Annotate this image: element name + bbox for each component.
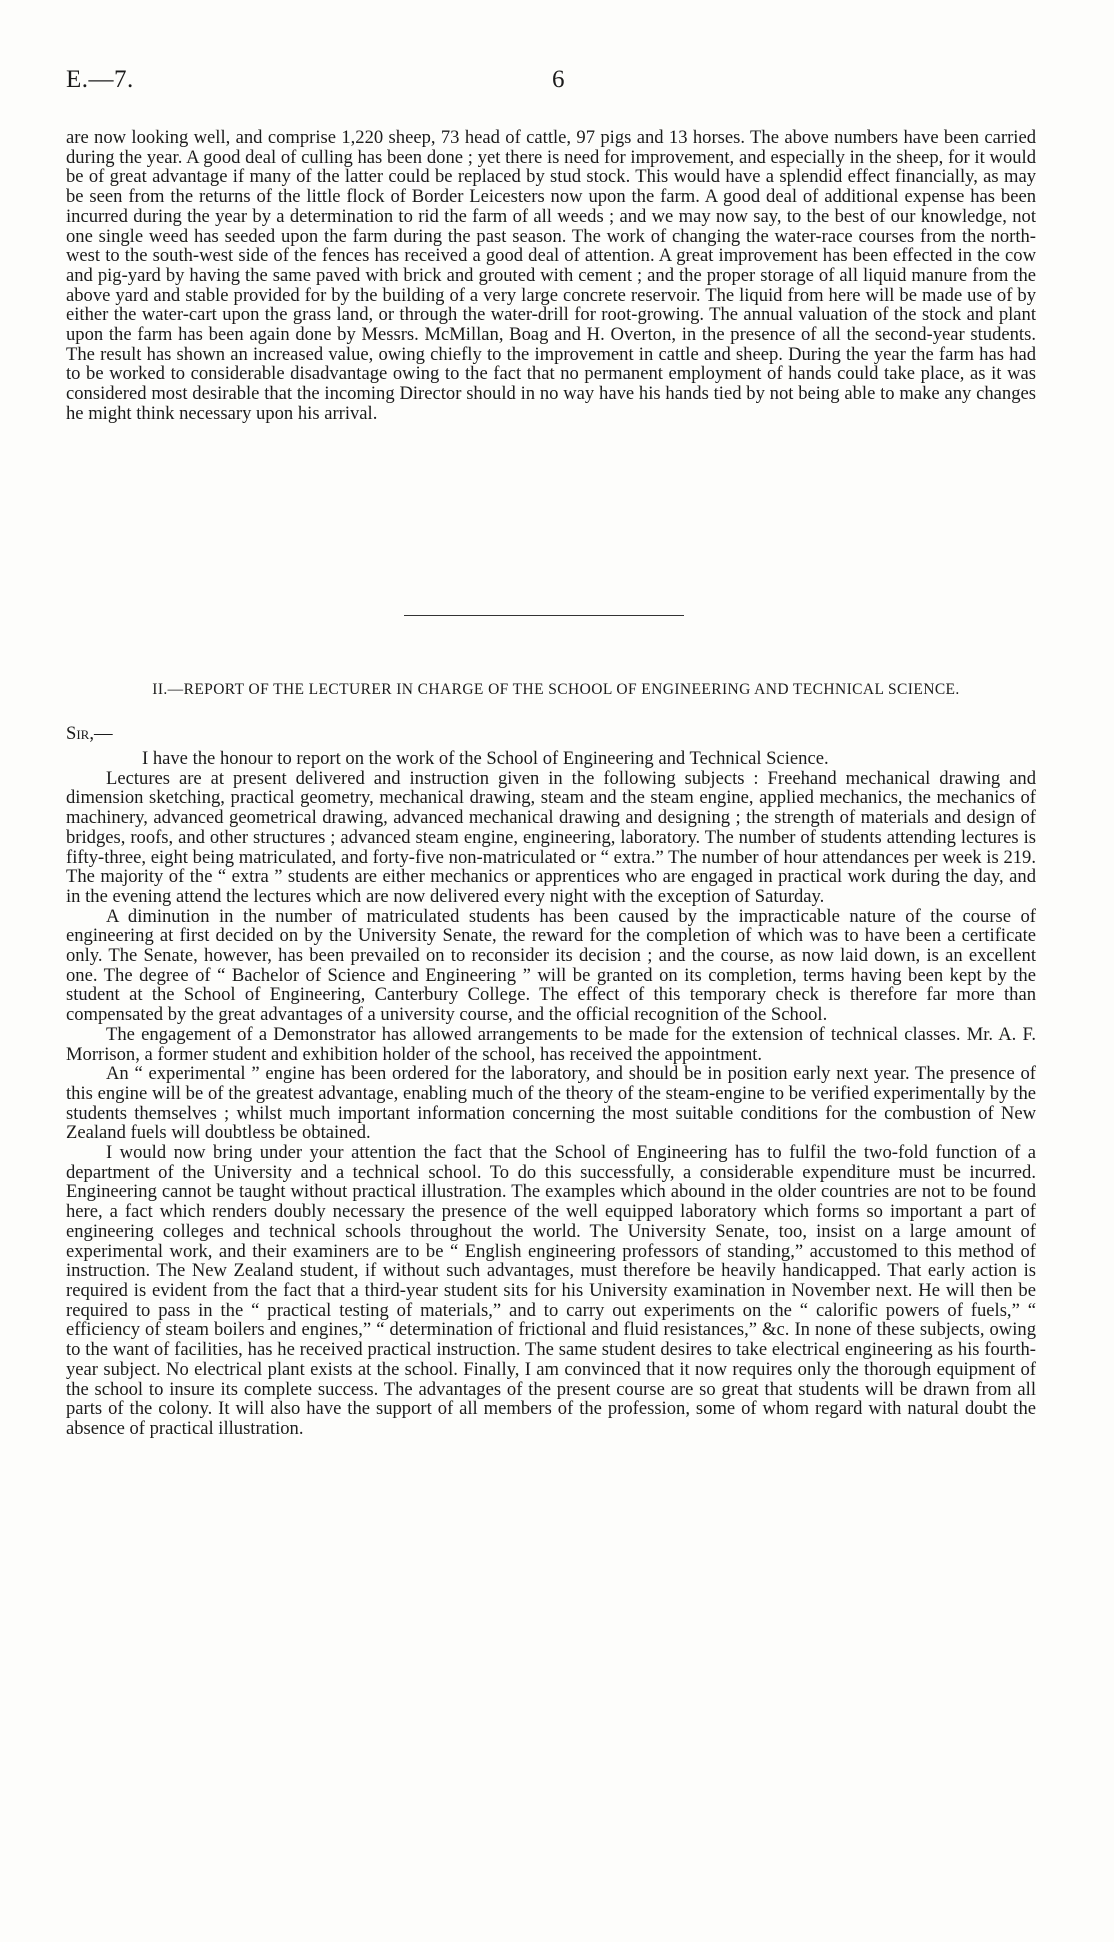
- section-heading: II.—REPORT OF THE LECTURER IN CHARGE OF THE SCHOOL OF ENGINEERING AND TECHNICAL SCIENCE.: [152, 681, 960, 698]
- report-paragraph: A diminution in the number of matriculated students has been caused by the impracticable nature of the course of engineering at first decided on by the University Senate, the reward for the completion of which was to have been a certificate only. The Senate, however, has been prevailed on to reconsider its decision ; and the course, as now laid down, is an excellent one. The degree of “ Bachelor of Science and Engineering ” will be granted on its completion, terms having been kept by the student at the School of Engineering, Canterbury College. The effect of this temporary check is therefore far more than compensated by the great advantages of a university course, and the official recognition of the School.: [66, 905, 1036, 1026]
- report-paragraph: Lectures are at present delivered and instruction given in the following subjects : Freehand mechanical drawing and dimension sketching, practical geometry, mechanical drawing, steam and the steam engine, applied mechanics, the mechanics of machinery, advanced geometrical drawing, advanced mechanical drawing and designing ; the strength of materials and design of bridges, roofs, and other structures ; advanced steam engine, engineering, laboratory. The number of students attending lectures is fifty-three, eight being matriculated, and forty-five non-matriculated or “ extra.” The number of hour attendances per week is 219. The majority of the “ extra ” students are either mechanics or apprentices who are engaged in practical work during the day, and in the evening attend the lectures which are now delivered every night with the exception of Saturday.: [66, 767, 1036, 907]
- intro-paragraph: are now looking well, and comprise 1,220 sheep, 73 head of cattle, 97 pigs and 13 horses. The above numbers have been carried during the year. A good deal of culling has been done ; yet there is need for improvement, and especially in the sheep, for it would be of great advantage if many of the latter could be replaced by stud stock. This would have a splendid effect financially, as may be seen from the returns of the little flock of Border Leicesters now upon the farm. A good deal of additional expense has been incurred during the year by a determination to rid the farm of all weeds ; and we may now say, to the best of our knowledge, not one single weed has seeded upon the farm during the past season. The work of changing the water-race courses from the north-west to the south-west side of the fences has received a good deal of attention. A great improvement has been effected in the cow and pig-yard by having the same paved with brick and grouted with cement ; and the proper storage of all liquid manure from the above yard and stable provided for by the building of a very large concrete reservoir. The liquid from here will be made use of by either the water-cart upon the grass land, or through the water-drill for root-growing. The annual valuation of the stock and plant upon the farm has been again done by Messrs. McMillan, Boag and H. Overton, in the presence of all the second-year students. The result has shown an increased value, owing chiefly to the improvement in cattle and sheep. During the year the farm has had to be worked to considerable disadvantage owing to the fact that no permanent employment of hands could take place, as it was considered most desirable that the incoming Director should in no way have his hands tied by not being able to make any changes he might think necessary upon his arrival.: [66, 127, 1036, 424]
- document-reference: E.—7.: [66, 66, 134, 93]
- page-number: 6: [552, 66, 565, 93]
- report-paragraph: The engagement of a Demonstrator has allowed arrangements to be made for the extension of technical classes. Mr. A. F. Morrison, a former student and exhibition holder of the school, has received the appointment.: [66, 1023, 1036, 1065]
- report-paragraph: An “ experimental ” engine has been ordered for the laboratory, and should be in position early next year. The presence of this engine will be of the greatest advantage, enabling much of the theory of the steam-engine to be verified experimentally by the students themselves ; whilst much important information concerning the most suitable conditions for the combustion of New Zealand fuels will doubtless be obtained.: [66, 1063, 1036, 1144]
- report-body: [66, 749, 1036, 1439]
- report-paragraph: I have the honour to report on the work of the School of Engineering and Technical Science.: [142, 748, 829, 769]
- salutation: Sir,—: [66, 723, 113, 744]
- section-divider: [404, 615, 684, 616]
- report-paragraph: I would now bring under your attention the fact that the School of Engineering has to fulfil the two-fold function of a department of the University and a technical school. To do this successfully, a considerable expenditure must be incurred. Engineering cannot be taught without practical illustration. The examples which abound in the older countries are not to be found here, a fact which renders doubly necessary the presence of the well equipped laboratory which forms so important a part of engineering colleges and technical schools throughout the world. The University Senate, too, insist on a large amount of experimental work, and their examiners are to be “ English engineering professors of standing,” accustomed to this method of instruction. The New Zealand student, if without such advantages, must therefore be heavily handicapped. That early action is required is evident from the fact that a third-year student sits for his University examination in November next. He will then be required to pass in the “ practical testing of materials,” and to carry out experiments on the “ calorific powers of fuels,” “ efficiency of steam boilers and engines,” “ determination of frictional and fluid resistances,” &c. In none of these subjects, owing to the want of facilities, has he received practical instruction. The same student desires to take electrical engineering as his fourth-year subject. No electrical plant exists at the school. Finally, I am convinced that it now requires only the thorough equipment of the school to insure its complete success. The advantages of the present course are so great that students will be drawn from all parts of the colony. It will also have the support of all members of the profession, some of whom regard with natural doubt the absence of practical illustration.: [66, 1142, 1036, 1439]
- page-header: [66, 66, 1036, 100]
